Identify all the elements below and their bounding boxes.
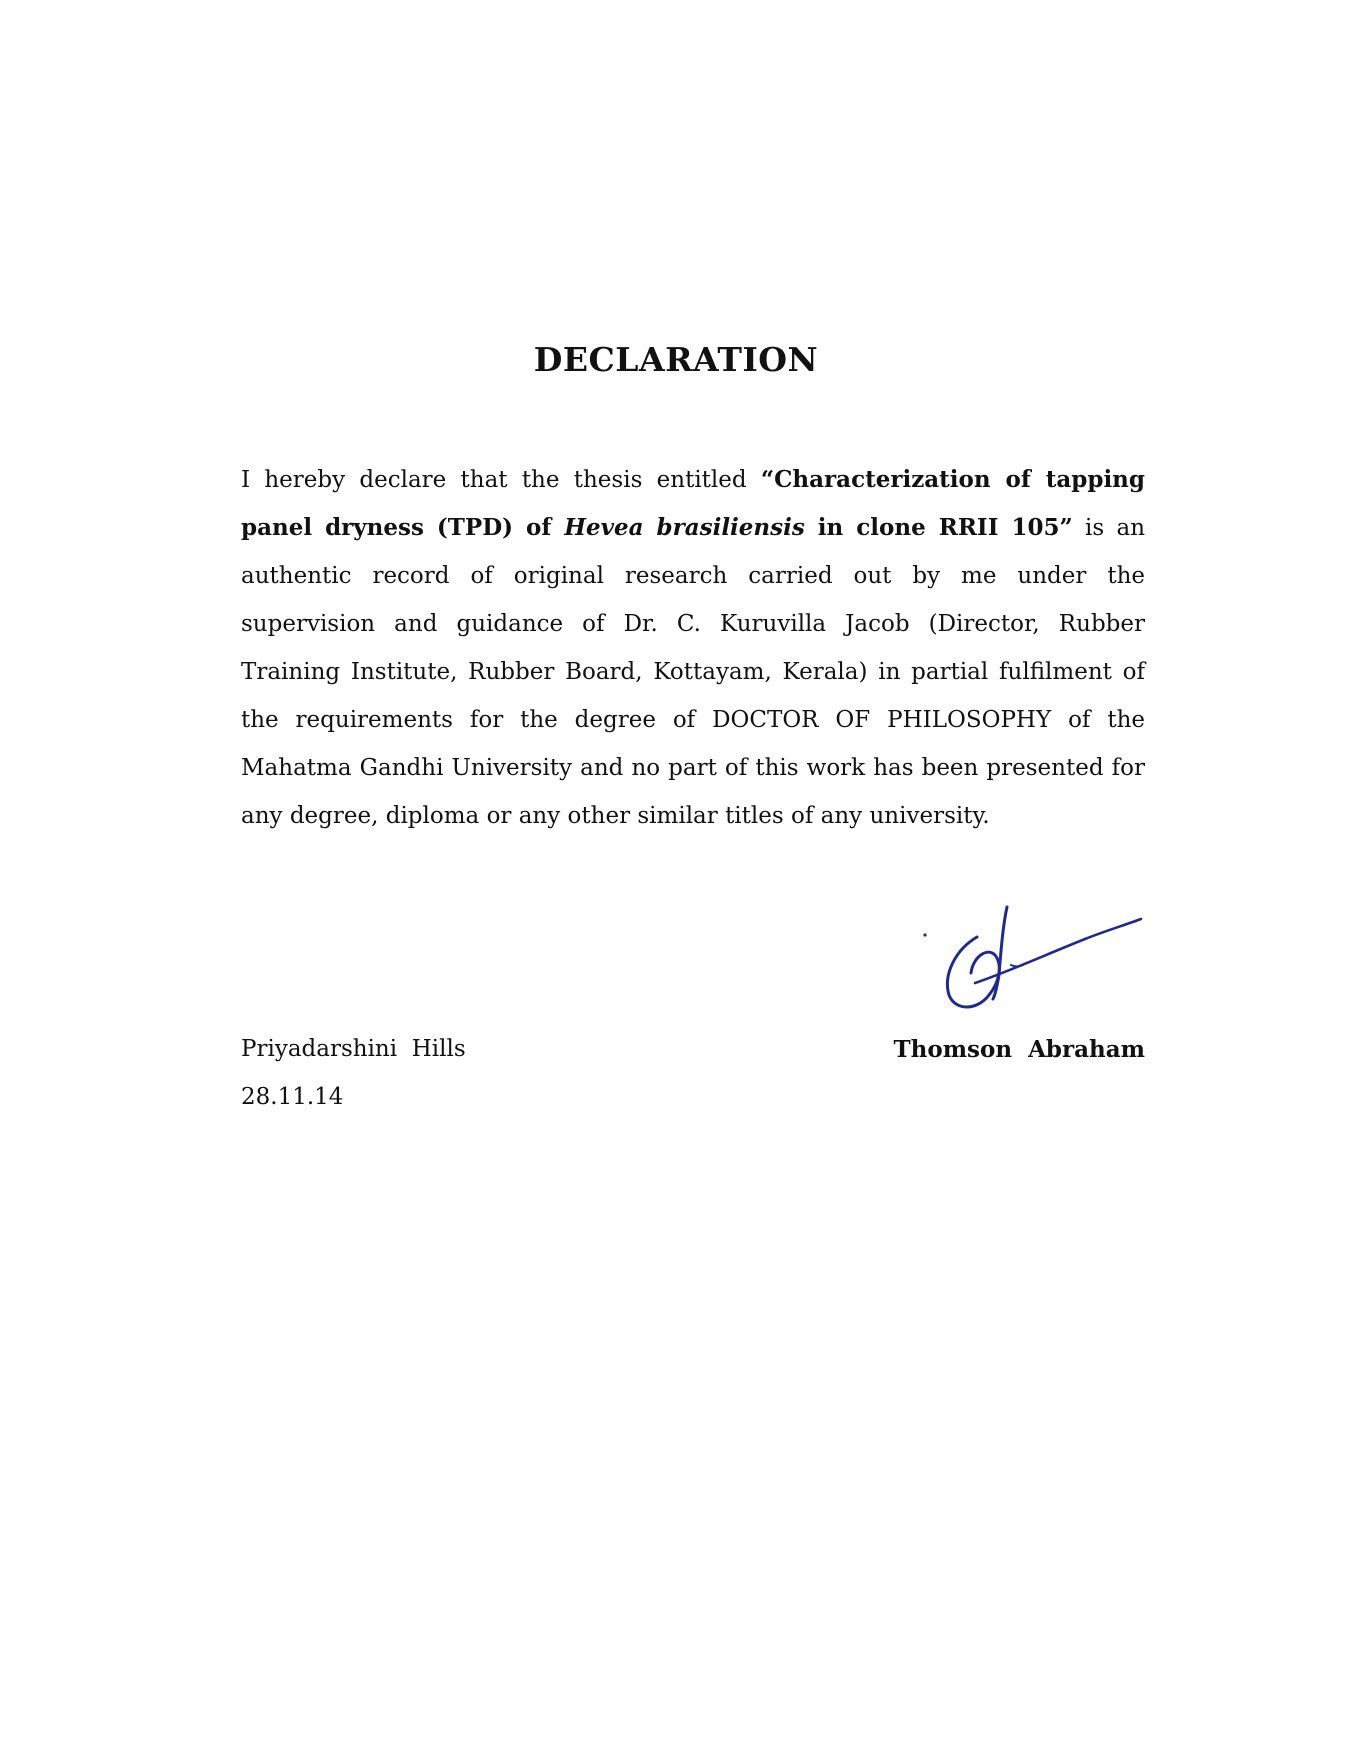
declaration-intro: I hereby declare that the thesis entitled [241, 467, 761, 493]
declaration-body: is an authentic record of original research carried out by me under the supervision and guidance of Dr. C. Kuruvilla Jacob (Director, Rubber Training Institute, Rubber Board, Kottayam, Kerala) in partial fulfilment of the requirements for the degree of DOCTOR OF PHILOSOPHY of the Mahatma Gandhi University and no part of this work has been presented for any degree, diploma or any other similar titles of any university. [241, 515, 1146, 829]
signatory-name: Thomson Abraham [893, 1036, 1145, 1063]
quote-open: “ [760, 466, 775, 493]
species-name: Hevea brasiliensis [564, 514, 805, 541]
signing-place: Priyadarshini Hills [241, 1036, 466, 1062]
signing-date: 28.11.14 [241, 1084, 344, 1110]
page-title: DECLARATION [533, 340, 819, 379]
thesis-title-part2: in clone RRII 105 [804, 514, 1060, 541]
declaration-paragraph [241, 456, 1145, 840]
handwritten-signature [915, 895, 1155, 1025]
quote-close: ” [1059, 514, 1073, 541]
thesis-title-part1: Characterization of tapping panel dryness (TPD) of [241, 466, 1145, 541]
